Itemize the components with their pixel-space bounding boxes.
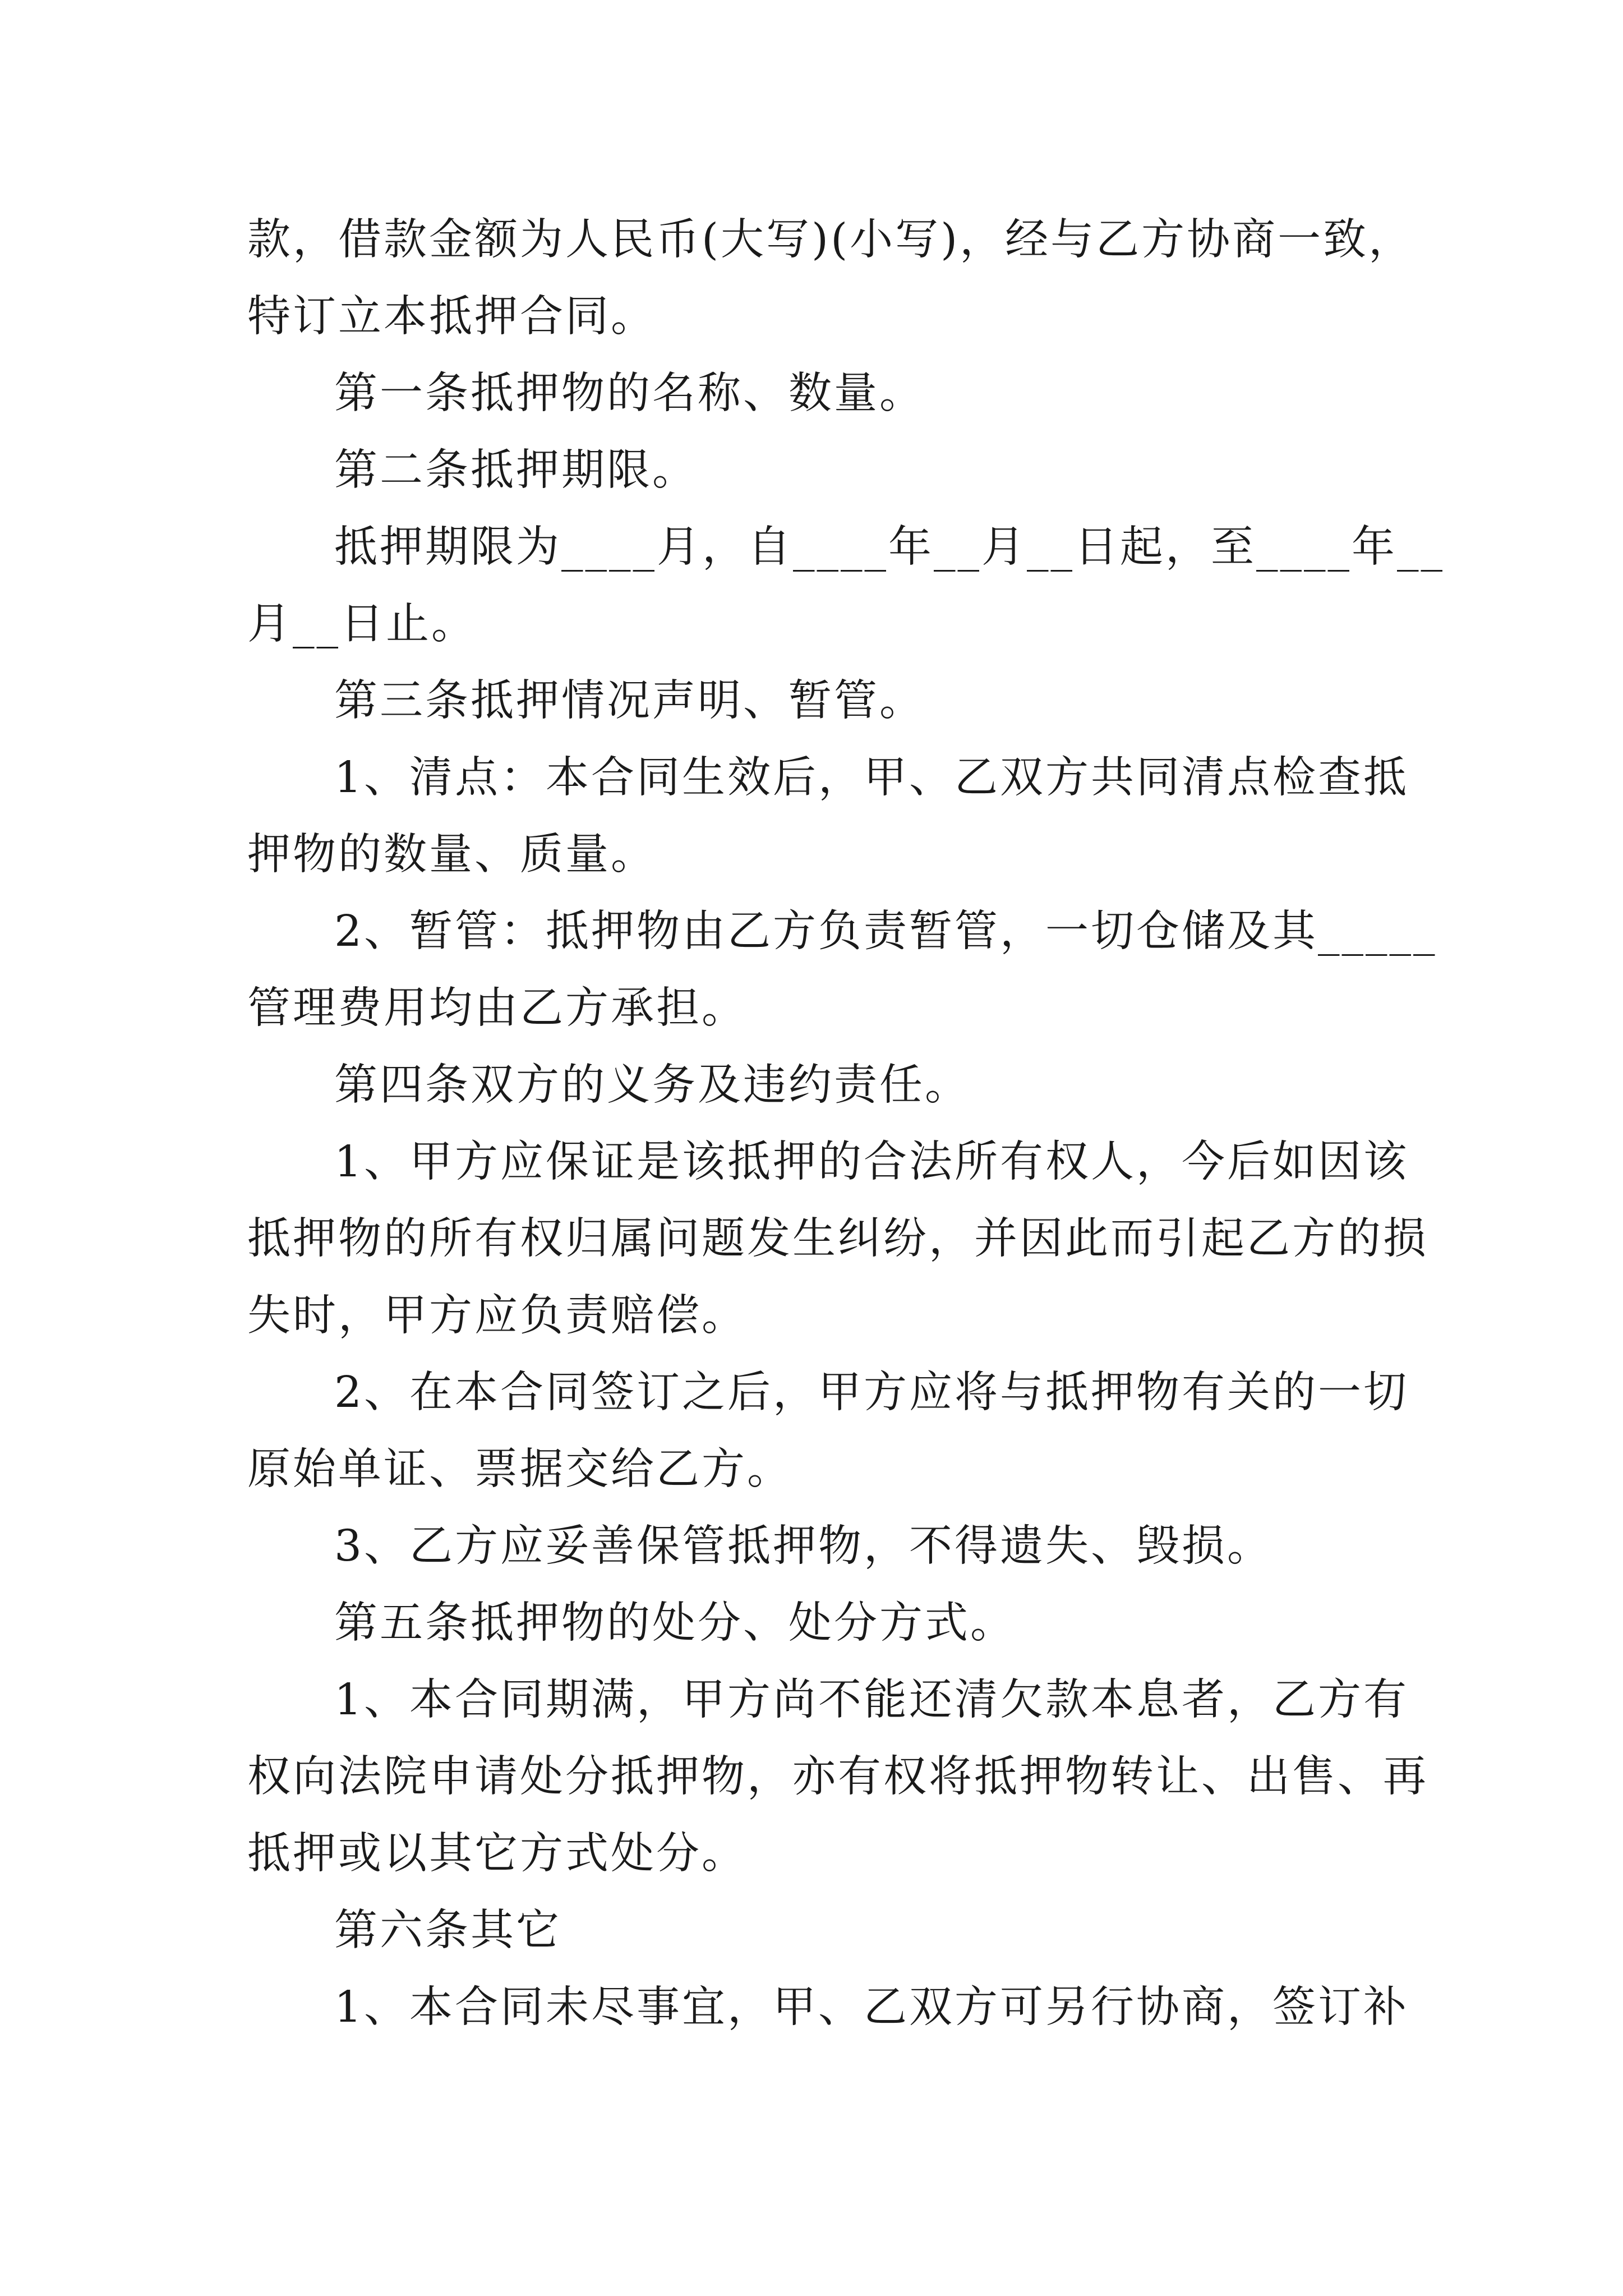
text-line: 押物的数量、质量。	[247, 830, 656, 880]
text-line: 1、甲方应保证是该抵押的合法所有权人，今后如因该	[334, 1137, 1409, 1187]
contract-body	[247, 201, 1445, 2046]
text-line: 1、清点：本合同生效后，甲、乙双方共同清点检查抵	[334, 753, 1409, 803]
text-line: 原始单证、票据交给乙方。	[247, 1444, 792, 1494]
text-line: 失时，甲方应负责赔偿。	[247, 1291, 747, 1341]
clause-heading: 第一条抵押物的名称、数量。	[334, 369, 925, 418]
text-line: 权向法院申请处分抵押物，亦有权将抵押物转让、出售、再	[247, 1752, 1428, 1802]
text-line: 抵押或以其它方式处分。	[247, 1829, 747, 1879]
clause-heading: 第三条抵押情况声明、暂管。	[334, 676, 925, 726]
text-line: 3、乙方应妥善保管抵押物，不得遗失、毁损。	[334, 1521, 1272, 1571]
text-line: 2、暂管：抵押物由乙方负责暂管，一切仓储及其_____	[334, 907, 1437, 956]
clause-heading: 第五条抵押物的处分、处分方式。	[334, 1598, 1016, 1648]
clause-heading: 第四条双方的义务及违约责任。	[334, 1060, 970, 1110]
text-line: 款，借款金额为人民币(大写)(小写)，经与乙方协商一致，	[247, 215, 1414, 265]
text-line: 2、在本合同签订之后，甲方应将与抵押物有关的一切	[334, 1368, 1409, 1418]
clause-heading: 第六条其它	[334, 1906, 561, 1955]
text-line: 管理费用均由乙方承担。	[247, 983, 747, 1033]
text-line: 1、本合同期满，甲方尚不能还清欠款本息者，乙方有	[334, 1675, 1409, 1725]
text-line: 月__日止。	[247, 599, 477, 649]
text-line: 1、本合同未尽事宜，甲、乙双方可另行协商，签订补	[334, 1982, 1409, 2032]
text-line: 抵押期限为____月，自____年__月__日起，至____年__	[334, 522, 1445, 572]
text-line: 抵押物的所有权归属问题发生纠纷，并因此而引起乙方的损	[247, 1214, 1428, 1264]
text-line: 特订立本抵押合同。	[247, 292, 656, 342]
clause-heading: 第二条抵押期限。	[334, 445, 698, 495]
